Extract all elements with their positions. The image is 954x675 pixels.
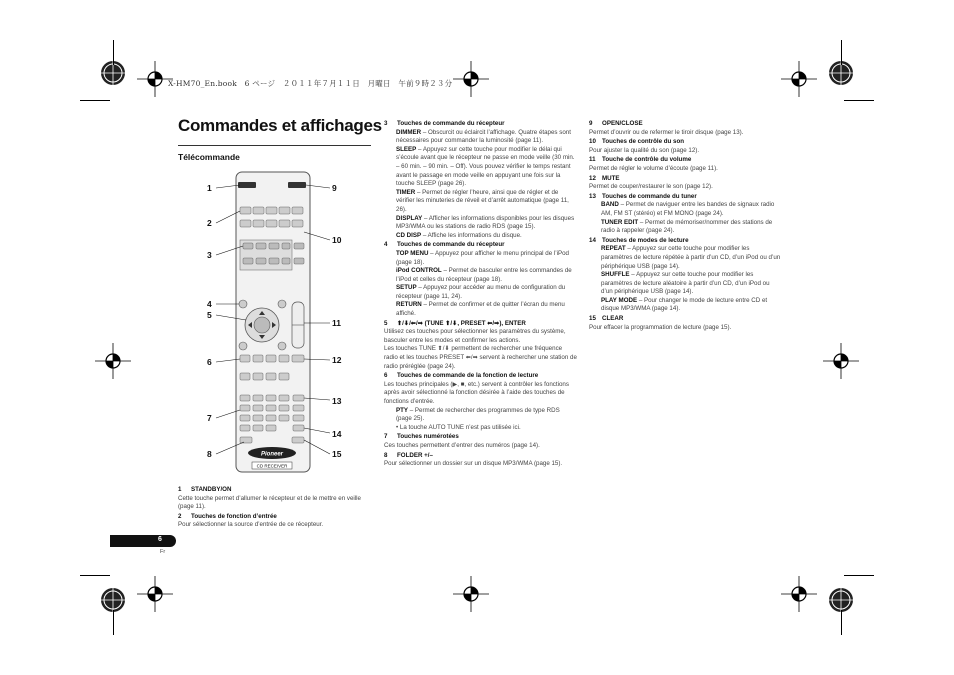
registration-mark-mid-left — [93, 341, 133, 381]
term: PTY — [396, 406, 409, 414]
term-text: – Affiche les informations du disque. — [421, 231, 522, 239]
crop-line — [844, 575, 874, 576]
page-number: 6 — [158, 536, 162, 543]
callout-number: 9 — [332, 183, 337, 193]
registration-mark-bottom-left — [135, 574, 175, 614]
item-heading: Touches numérotées — [397, 433, 459, 441]
item-heading: Touches de commande du récepteur — [397, 120, 505, 127]
term-text: – Permet de confirmer et de quitter l’écran du menu affiché. — [396, 301, 565, 318]
item-heading — [178, 513, 374, 522]
registration-mark-top-center — [451, 59, 491, 99]
item-number: 1 — [178, 486, 182, 493]
item-text: Utilisez ces touches pour sélectionner les paramètres du système, basculer entre les modes et confirmer les actions. — [384, 328, 566, 344]
item-heading-text: Touches de fonction d’entrée — [191, 512, 277, 520]
registration-mark-top-right — [779, 59, 819, 99]
crop-line — [80, 575, 110, 576]
term-text: – Permet de mémoriser/nommer des stations de radio à rappeler (page 24). — [601, 218, 773, 235]
term-text: – Permet de régler l’heure, ainsi que de régler et de vérifier les minuteries de réveil et d’arrêt automatique (page 11, 26). — [396, 188, 569, 213]
file-info-line: X-HM70_En.book 6 ページ ２０１１年７月１１日 月曜日 午前９時２３分 — [168, 79, 453, 88]
callout-number: 2 — [207, 218, 212, 228]
callout-number: 8 — [207, 449, 212, 459]
term: TOP MENU — [396, 249, 429, 257]
item-heading: Touches de contrôle du son — [602, 138, 685, 146]
callout-number: 12 — [332, 355, 342, 365]
column-1-text — [178, 485, 374, 530]
item-heading: MUTE — [602, 174, 620, 182]
item-number: 2 — [178, 512, 182, 520]
term: SLEEP — [396, 145, 417, 153]
item-text: Cette touche permet d’allumer le récepteur et de le mettre en veille (page 11). — [178, 494, 361, 511]
language-code: Fr — [160, 549, 166, 555]
callout-number: 13 — [332, 396, 342, 406]
crop-line — [113, 40, 114, 65]
term-text: – Afficher les informations disponibles pour les disques MP3/WMA ou les stations de radio RDS (page 15). — [396, 214, 575, 231]
item-text: Permet d’ouvrir ou de refermer le tiroir disque (page 13). — [589, 128, 744, 136]
callout-number: 14 — [332, 429, 342, 439]
term: iPod CONTROL — [396, 267, 442, 275]
term-text: – Appuyez sur cette touche pour modifier les paramètres de lecture aléatoire à partir d’un CD, d’un iPod ou d’un périphérique USB (page 14). — [601, 271, 770, 296]
term-text: – Appuyez pour accéder au menu de configuration du récepteur (page 11, 24). — [396, 284, 566, 300]
term-text: – Permet de basculer entre les commandes de l’iPod et celles du récepteur (page 18). — [396, 267, 572, 283]
page-number-tab — [110, 535, 176, 547]
item-heading: CLEAR — [602, 315, 624, 323]
column-2-text: 3 Touches de commande du récepteur DIMMER – Obscurcit ou éclaircit l’affichage. Quatre étapes sont nécessaires pour commander la luminosité (page 11). SLEEP – Appuyez sur cette touche pour modifier le délai qui s’écoule avant que le récepteur ne passe en mode veille (30 min. – 60 min. – 90 min. – Off). Vous pouvez vérifier le temps restant avant le passage en mode veille en appuyant une fois sur la touche SLEEP (page 26). TIMER – Permet de régler l’heure, ainsi que de régler et de vérifier les minuteries de réveil et d’arrêt automatique (page 11, 26). DISPLAY – Afficher les informations disponibles pour les disques MP3/WMA ou les stations de radio RDS (page 15). CD DISP – Affiche les informations du disque. 4 Touches de commande du récepteur TOP MENU – Appuyez pour afficher le menu principal de l’iPod (page 18). iPod CONTROL – Permet de basculer entre les commandes de l’iPod et celles du récepteur (page 18). SETUP – Appuyez pour accéder au menu de configuration du récepteur (page 11, 24). RETURN – Permet de confirmer et de quitter l’écran du menu affiché. 5 ⬆/⬇/⬅/➡ (TUNE ⬆/⬇, PRESET ⬅/➡), ENTER Utilisez ces touches pour sélectionner les paramètres du système, basculer entre les modes et confirmer les actions. Les touches TUNE ⬆/⬇ permettent de rechercher une fréquence radio et les touches PRESET ⬅/➡ servent à rechercher une station de radio préréglée (page 24). 6 Touches de commande de la fonction de lecture Les touches principales (▶, ■, etc.) servent à contrôler les fonctions après avoir sélectionné la fonction désirée à l’aide des touches de fonctions d’entrée. PTY – Permet de rechercher des programmes de type RDS (page 25). • La touche AUTO TUNE n’est pas utilisée ici. 7 Touches numérotées Ces touches permettent d’entrer des numéros (page 14). 8 FOLDER +/– Pour sélectionner un dossier sur un disque MP3/WMA (page 15). — [384, 120, 577, 468]
item-text: Les touches principales (▶, ■, etc.) servent à contrôler les fonctions après avoir sélectionné la fonction désirée à l’aide des touches de fonctions d’entrée. — [384, 380, 569, 405]
term: BAND — [601, 201, 619, 209]
item-text: Les touches TUNE ⬆/⬇ permettent de rechercher une fréquence radio et les touches PRESET ⬅/➡ servent à rechercher une station de radio préréglée (page 24). — [384, 345, 577, 370]
term: REPEAT — [601, 245, 626, 253]
item-text: Pour ajuster la qualité du son (page 12). — [589, 146, 700, 154]
callout-number: 3 — [207, 250, 212, 260]
term-text: – Appuyez sur cette touche pour modifier le délai qui s’écoule avant que le récepteur ne passe en mode veille (30 min. – 60 min. – 90 min. – Off). Vous pouvez vérifier le temps restant avant le passage en mode veille en appuyant une fois sur la touche SLEEP (page 26). — [396, 145, 575, 188]
registration-mark-bottom-right — [779, 574, 819, 614]
item-text: Permet de régler le volume d’écoute (page 11). — [589, 164, 718, 172]
bullet-text: La touche AUTO TUNE n’est pas utilisée ici. — [399, 423, 521, 431]
item-heading: Touches de modes de lecture — [602, 236, 689, 244]
item-heading: FOLDER +/– — [397, 451, 433, 459]
callout-number: 15 — [332, 449, 342, 459]
term: PLAY MODE — [601, 296, 638, 304]
term-text: – Appuyez pour afficher le menu principal de l’iPod (page 18). — [396, 249, 570, 266]
term: TIMER — [396, 188, 416, 196]
item-heading: ⬆/⬇/⬅/➡ (TUNE ⬆/⬇, PRESET ⬅/➡), ENTER — [397, 319, 526, 327]
registration-mark-mid-right — [821, 341, 861, 381]
item-text: Pour sélectionner un dossier sur un disque MP3/WMA (page 15). — [384, 460, 563, 468]
column-3-text: 9 OPEN/CLOSE Permet d’ouvrir ou de refermer le tiroir disque (page 13). 10 Touches de contrôle du son Pour ajuster la qualité du son (page 12). 11 Touche de contrôle du volume Permet de régler le volume d’écoute (page 11). 12 MUTE Permet de couper/restaurer le son (page 12). 13 Touches de commande du tuner BAND – Permet de naviguer entre les bandes de signaux radio AM, FM ST (stéréo) et FM MONO (page 24). TUNER EDIT – Permet de mémoriser/nommer des stations de radio à rappeler (page 24). 14 Touches de modes de lecture REPEAT – Appuyez sur cette touche pour modifier les paramètres de lecture répétée à partir d’un CD, d’un iPod ou d’un périphérique USB (page 14). SHUFFLE – Appuyez sur cette touche pour modifier les paramètres de lecture aléatoire à partir d’un CD, d’un iPod ou d’un périphérique USB (page 14). PLAY MODE – Pour changer le mode de lecture entre CD et disque MP3/WMA (page 14). 15 CLEAR Pour effacer la programmation de lecture (page 15). — [589, 120, 781, 331]
callout-number: 5 — [207, 310, 212, 320]
callout-number: 10 — [332, 235, 342, 245]
callout-number: 11 — [332, 318, 341, 328]
title-rule — [178, 145, 371, 146]
item-text: Pour sélectionner la source d’entrée de ce récepteur. — [178, 521, 324, 529]
item-heading-text: STANDBY/ON — [191, 486, 232, 493]
term-text: – Appuyez sur cette touche pour modifier les paramètres de lecture répétée à partir d’un CD, d’un iPod ou d’un périphérique USB (page 14). — [601, 245, 781, 270]
term: RETURN — [396, 301, 422, 309]
callout-number: 4 — [207, 299, 212, 309]
registration-mark-bottom-center — [451, 574, 491, 614]
page-title: Commandes et affichages — [178, 116, 382, 135]
crop-line — [841, 40, 842, 65]
item-heading: Touches de commande du tuner — [602, 192, 697, 200]
crop-line — [841, 610, 842, 635]
item-text: Ces touches permettent d’entrer des numéros (page 14). — [384, 441, 540, 449]
item-heading: Touches de commande de la fonction de lecture — [397, 372, 539, 380]
term-text: – Permet de rechercher des programmes de type RDS (page 25). — [396, 406, 560, 423]
crop-line — [80, 100, 110, 101]
callout-number: 6 — [207, 357, 212, 367]
section-subtitle: Télécommande — [178, 152, 240, 162]
term: TUNER EDIT — [601, 218, 639, 226]
term-text: – Permet de naviguer entre les bandes de signaux radio AM, FM ST (stéréo) et FM MONO (page 24). — [601, 201, 775, 217]
item-heading: Touche de contrôle du volume — [602, 156, 692, 164]
crop-line — [844, 100, 874, 101]
term: SETUP — [396, 284, 417, 292]
item-text: Permet de couper/restaurer le son (page 12). — [589, 183, 713, 191]
term: SHUFFLE — [601, 271, 630, 279]
term-text: – Pour changer le mode de lecture entre CD et disque MP3/WMA (page 14). — [601, 296, 768, 313]
item-text: Pour effacer la programmation de lecture (page 15). — [589, 323, 732, 331]
callout-number: 7 — [207, 413, 212, 423]
term: DISPLAY — [396, 214, 423, 222]
item-heading — [178, 486, 374, 495]
item-heading: Touches de commande du récepteur — [397, 241, 505, 249]
term-text: – Obscurcit ou éclaircit l’affichage. Quatre étapes sont nécessaires pour commander la luminosité (page 11). — [396, 128, 571, 145]
term: DIMMER — [396, 128, 422, 136]
remote-model-label: CD RECEIVER — [256, 463, 288, 469]
crop-line — [113, 610, 114, 635]
item-heading: OPEN/CLOSE — [602, 120, 643, 127]
callout-number: 1 — [207, 183, 212, 193]
term: CD DISP — [396, 231, 422, 239]
remote-brand-logo: Pioneer — [260, 451, 284, 458]
bullet-icon: • — [396, 423, 400, 431]
